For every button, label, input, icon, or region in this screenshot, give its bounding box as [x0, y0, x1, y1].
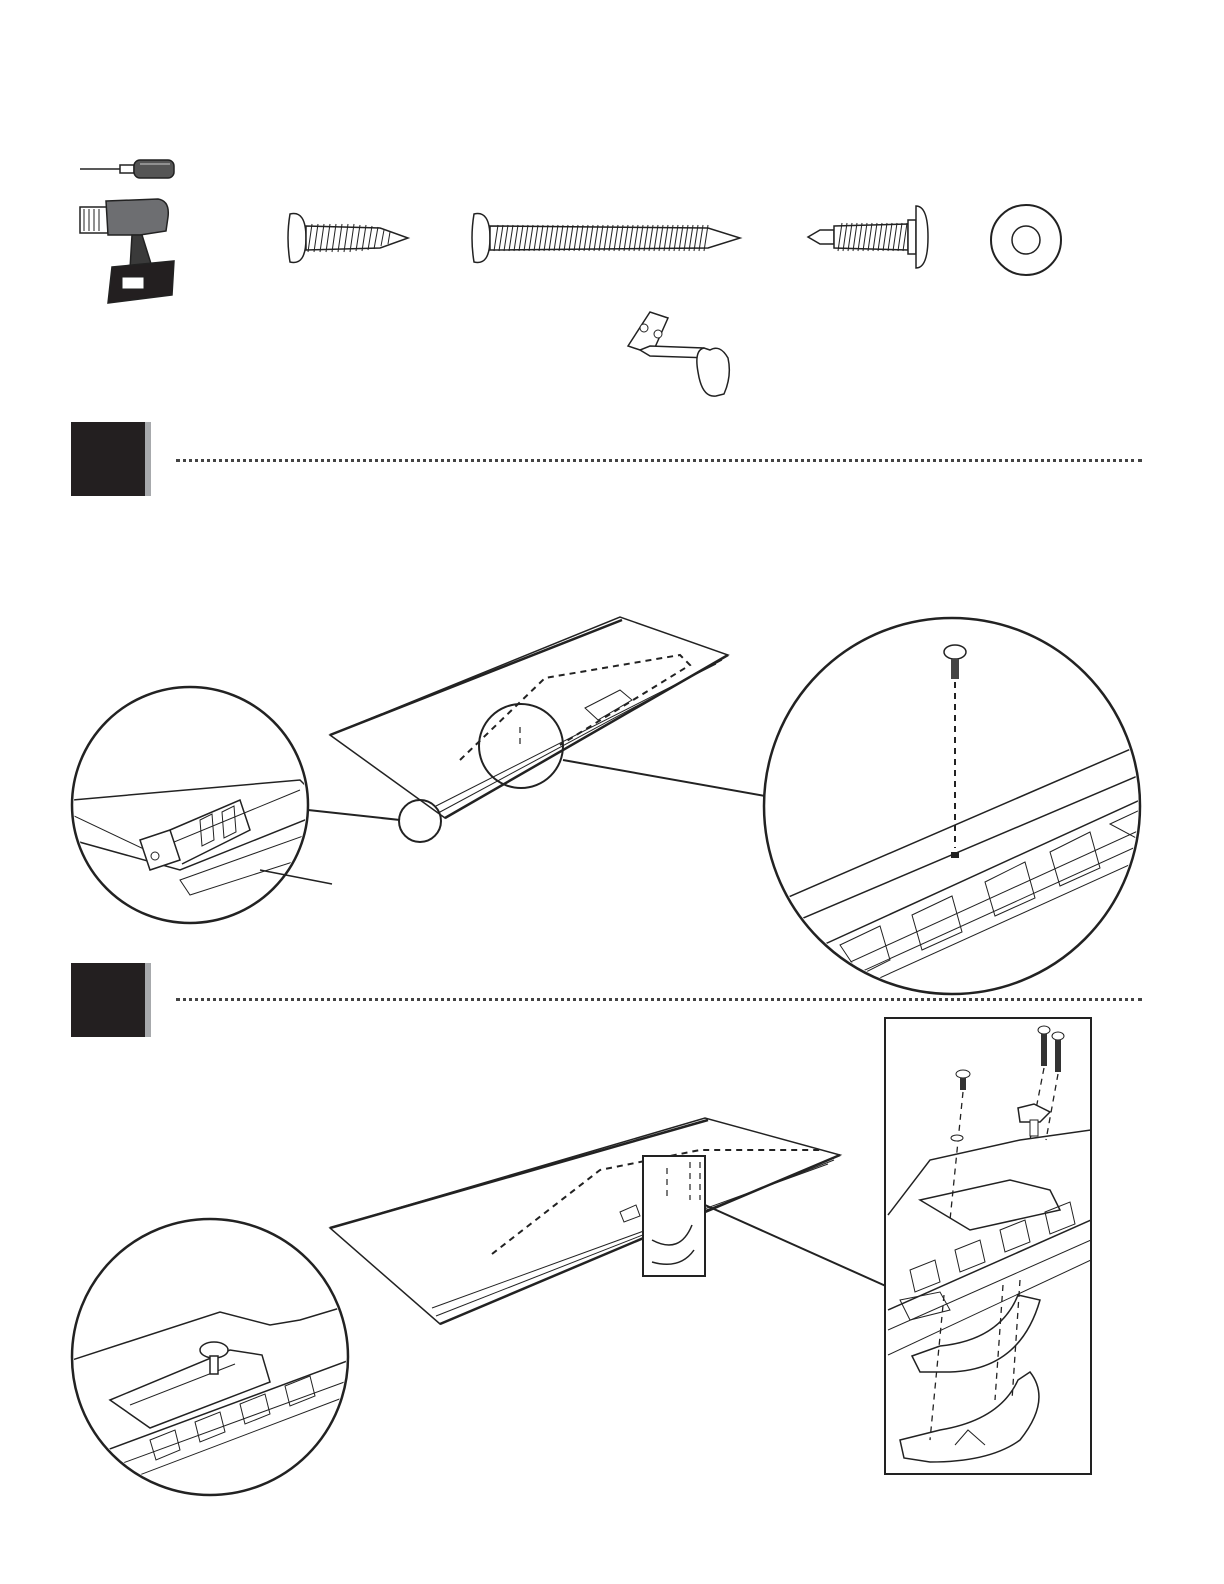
self-drilling-screw-icon	[804, 202, 936, 272]
step-2-figure	[0, 1010, 1224, 1510]
long-screw-icon	[468, 208, 744, 268]
step-1-divider	[176, 459, 1142, 462]
screwdriver-icon	[78, 156, 178, 182]
short-screw-icon	[284, 208, 414, 268]
step-1-figure	[0, 600, 1224, 1000]
step-2-divider	[176, 998, 1142, 1001]
bracket-icon	[620, 306, 740, 402]
drill-icon	[78, 195, 178, 307]
step-1-number-block	[71, 422, 151, 496]
washer-icon	[988, 202, 1064, 278]
